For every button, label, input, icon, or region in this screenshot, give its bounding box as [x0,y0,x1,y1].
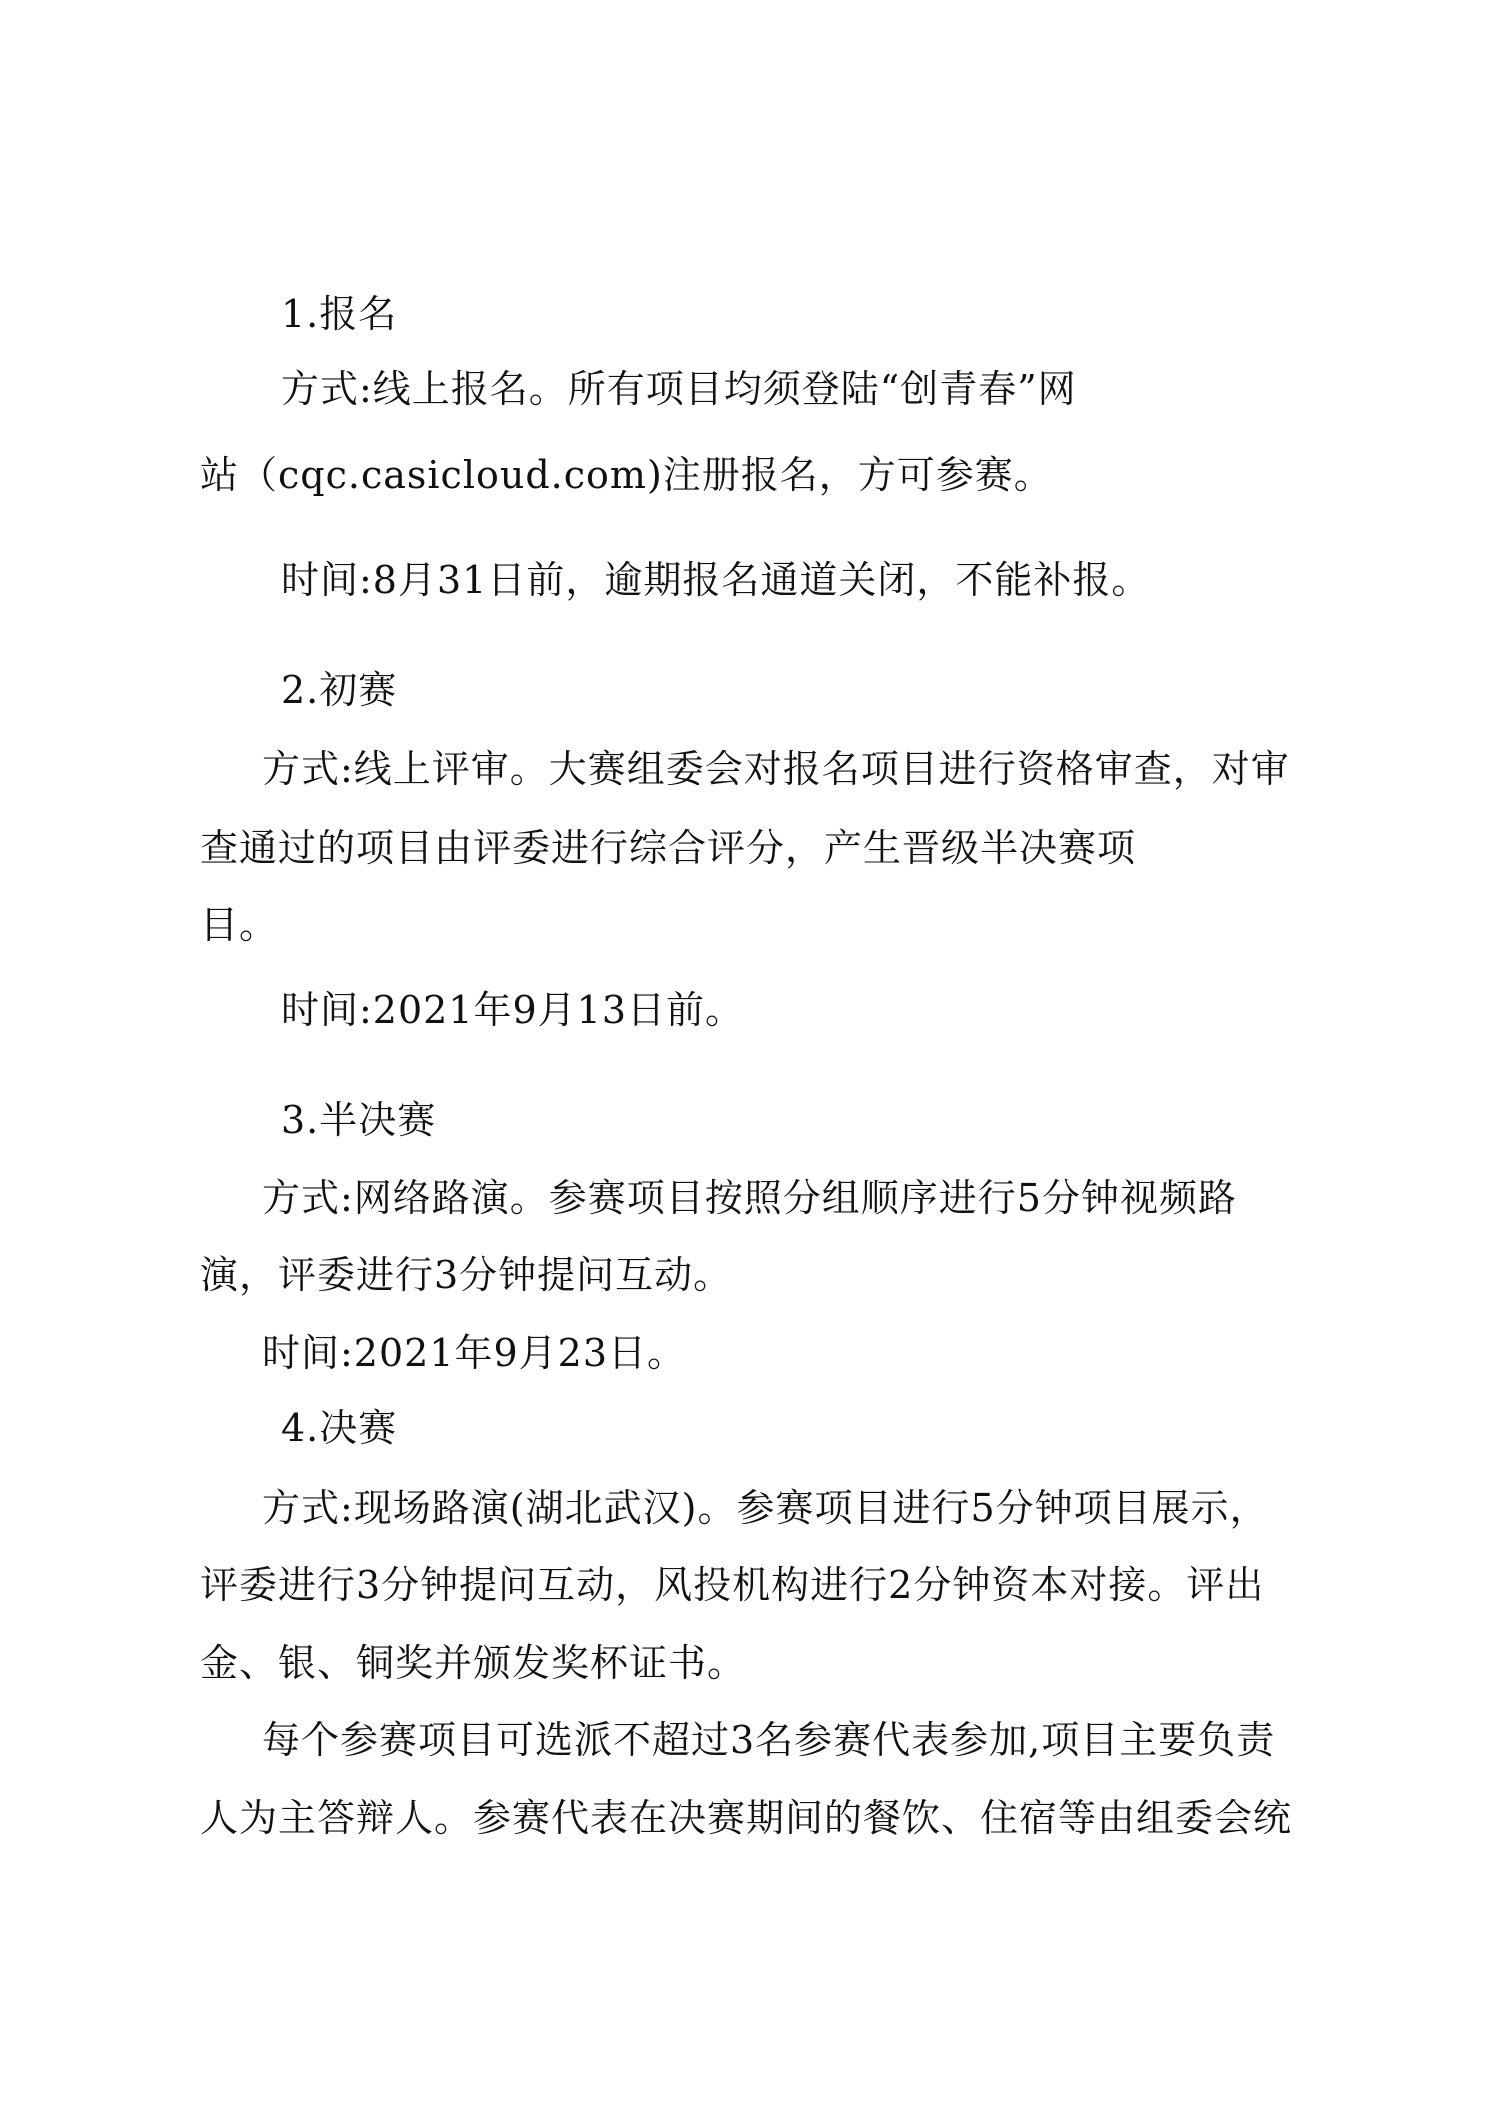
section-heading-semifinal: 3.半决赛 [281,1098,437,1142]
paragraph-line: 方式:现场路演(湖北武汉)。参赛项目进行5分钟项目展示， [262,1486,1269,1530]
paragraph-line: 人为主答辩人。参赛代表在决赛期间的餐饮、住宿等由组委会统 [200,1796,1293,1840]
paragraph-line: 时间:2021年9月23日。 [262,1331,687,1375]
paragraph-line: 方式:线上评审。大赛组委会对报名项目进行资格审查，对审 [262,747,1290,791]
section-heading-final: 4.决赛 [281,1406,398,1450]
paragraph-line: 时间:8月31日前，逾期报名通道关闭，不能补报。 [281,558,1151,602]
paragraph-line: 时间:2021年9月13日前。 [281,988,745,1032]
paragraph-line: 金、银、铜奖并颁发奖杯证书。 [200,1641,747,1685]
paragraph-line: 站（cqc.casicloud.com)注册报名，方可参赛。 [200,453,1053,497]
paragraph-line: 演，评委进行3分钟提问互动。 [200,1253,733,1297]
section-heading-preliminary: 2.初赛 [281,668,398,712]
paragraph-line: 评委进行3分钟提问互动，风投机构进行2分钟资本对接。评出 [200,1563,1265,1607]
paragraph-line: 目。 [200,903,279,947]
paragraph-line: 每个参赛项目可选派不超过3名参赛代表参加,项目主要负责 [262,1718,1276,1762]
paragraph-line: 方式:线上报名。所有项目均须登陆“创青春”网 [281,367,1077,411]
paragraph-line: 查通过的项目由评委进行综合评分，产生晋级半决赛项 [200,826,1137,870]
section-heading-registration: 1.报名 [281,292,398,336]
paragraph-line: 方式:网络路演。参赛项目按照分组顺序进行5分钟视频路 [262,1176,1237,1220]
